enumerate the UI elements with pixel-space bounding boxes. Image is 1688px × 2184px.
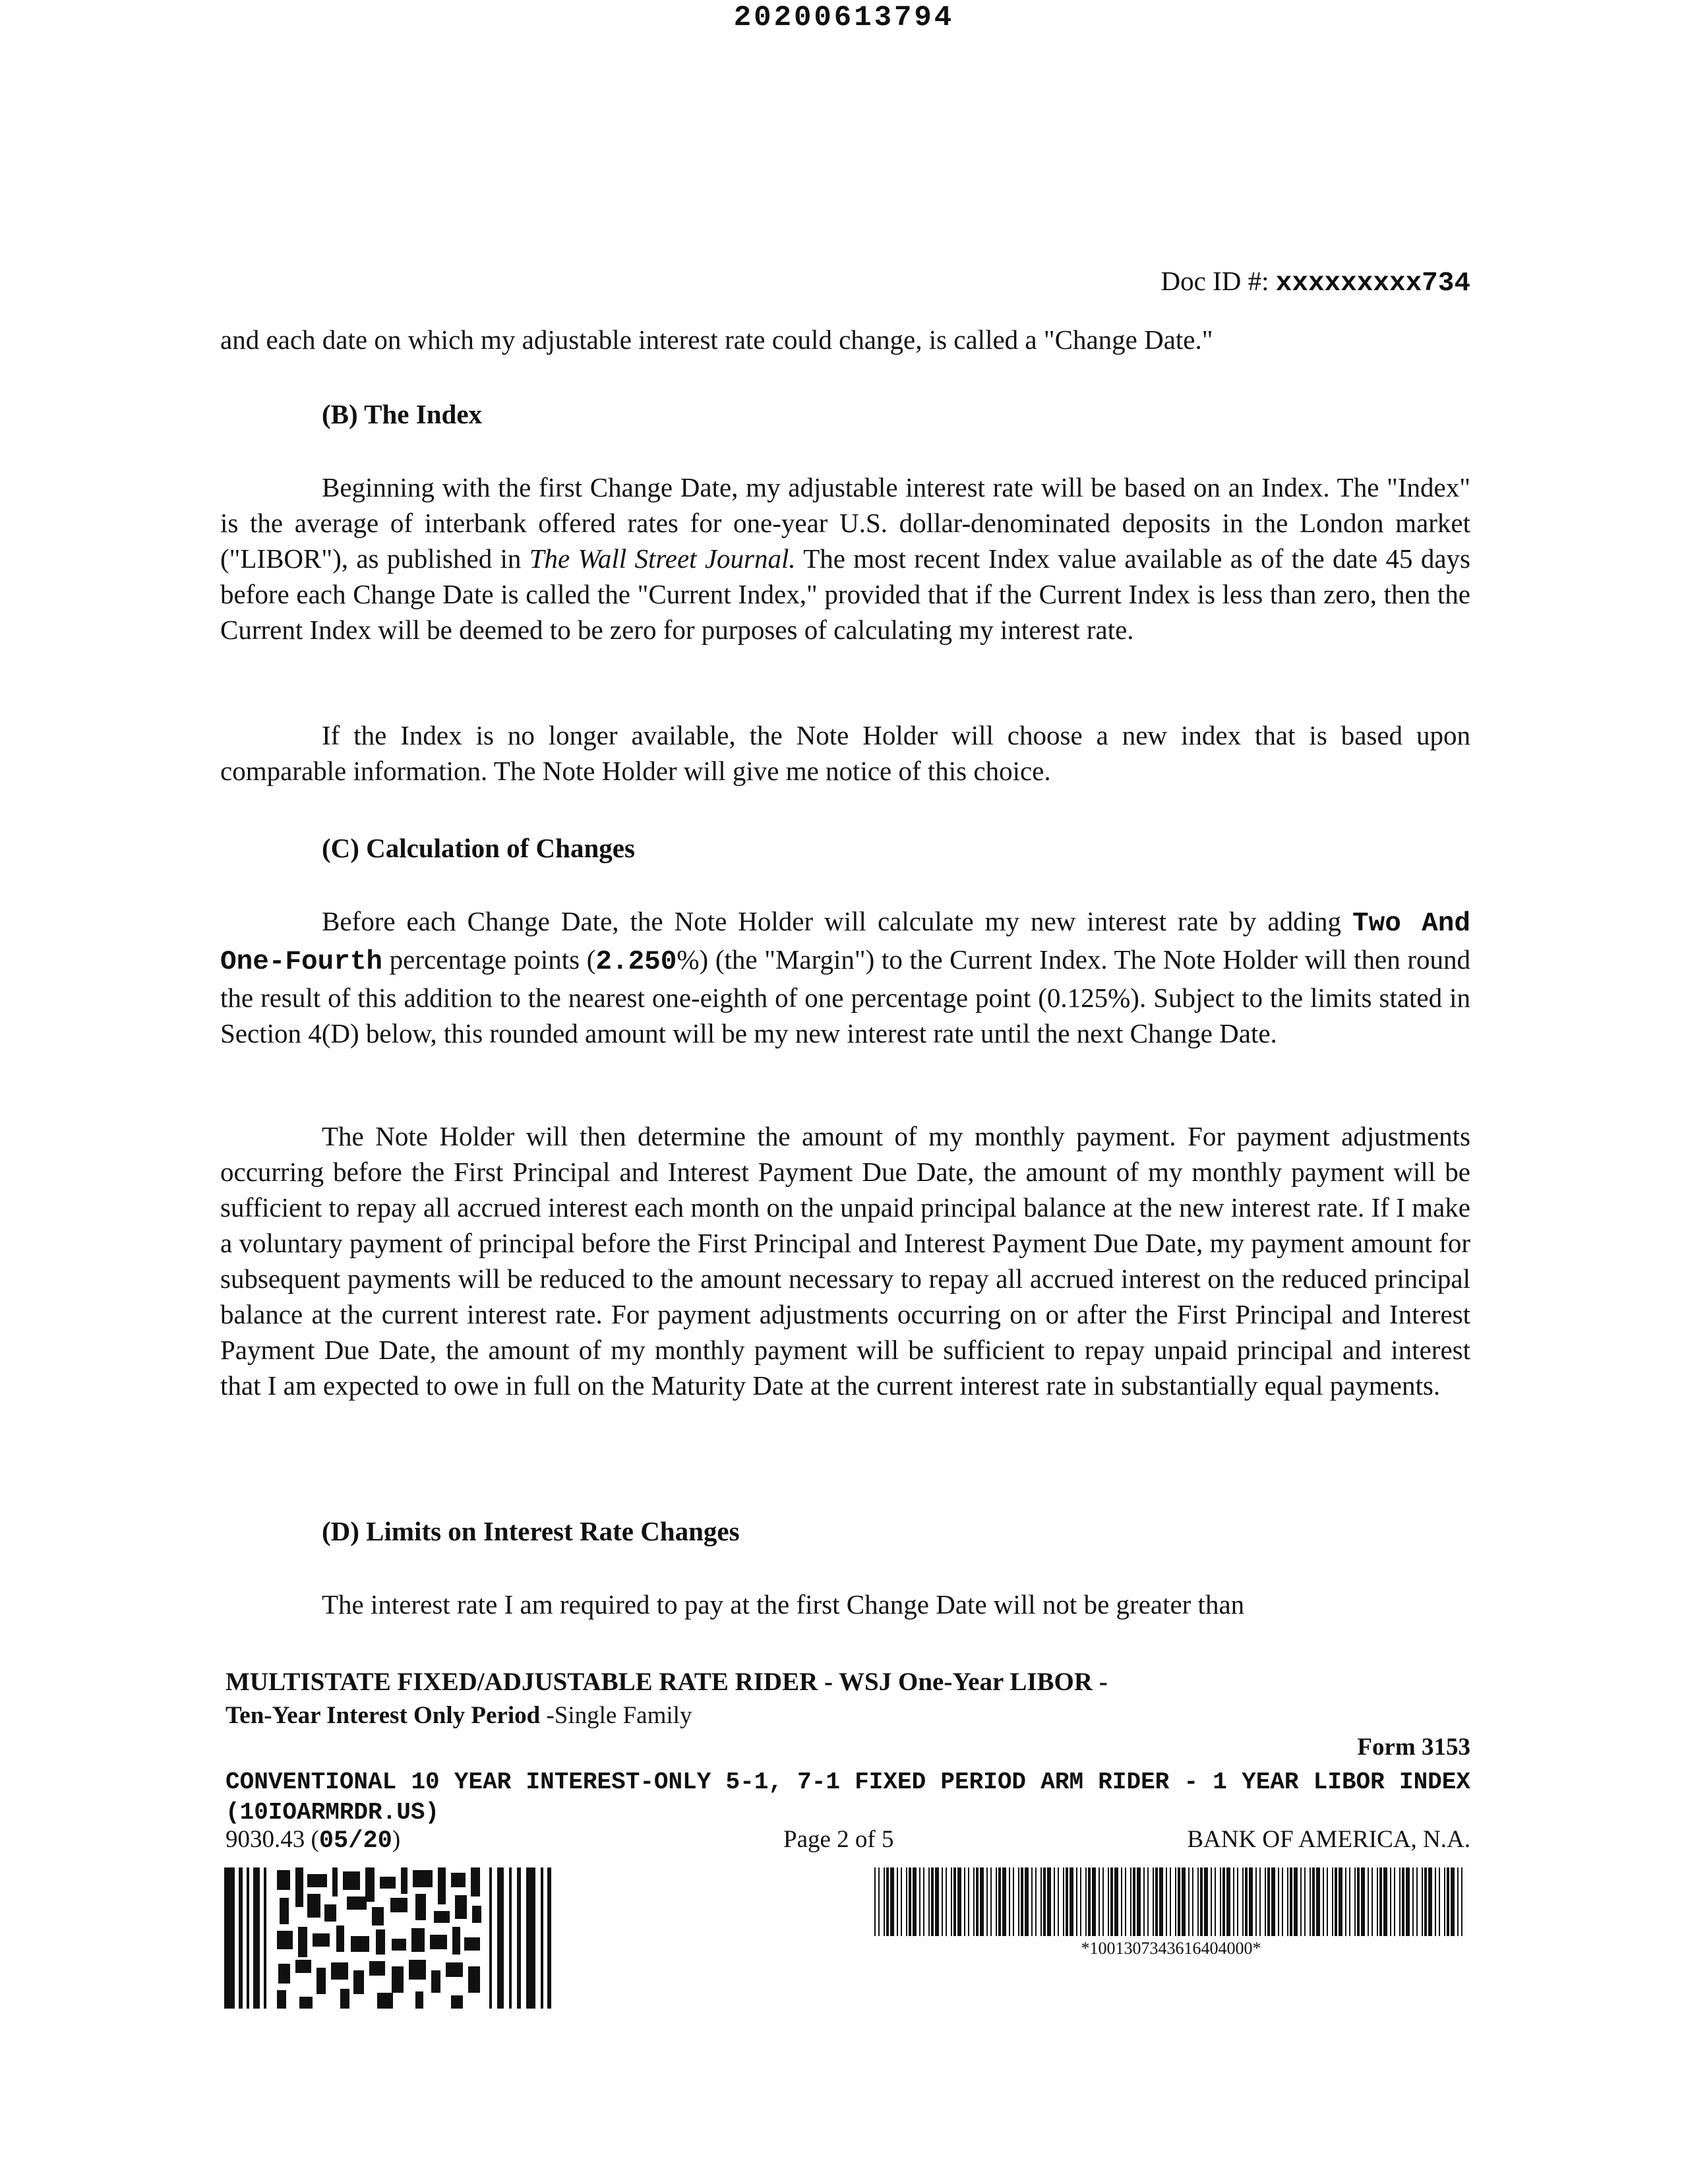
page-number: Page 2 of 5 xyxy=(783,1826,894,1853)
section-d-heading: (D) Limits on Interest Rate Changes xyxy=(322,1516,740,1546)
section-b-p1-text-cont: The most recent Index value available as of the date 45 days before each Change Date is called the "Current Index," provided that if the Current Index is less than zero, then the Current Index will be deemed to be zero for purposes of calculating my interest rate. xyxy=(220,543,1470,645)
section-b-paragraph-1 xyxy=(220,470,1470,648)
form-code xyxy=(226,1825,400,1855)
section-c-p1-text: Before each Change Date, the Note Holder will calculate my new interest rate by adding xyxy=(322,906,1353,936)
footer-title-line-2 xyxy=(226,1701,692,1730)
section-b-p1-text: Beginning with the first Change Date, my adjustable interest rate will be based on an Index. The "Index" is the average of interbank offered rates for one-year U.S. dollar-denominated deposits in the London market ("LIBOR"), as published in xyxy=(220,472,1470,574)
pdf417-barcode xyxy=(224,1867,551,2009)
linear-barcode xyxy=(874,1867,1468,1936)
form-code-date: 05/20 xyxy=(318,1827,392,1855)
margin-words: Two And One-Fourth xyxy=(220,909,1470,977)
margin-value: 2.250 xyxy=(595,947,677,977)
section-b-heading: (B) The Index xyxy=(322,399,483,429)
footer-title-bold: Ten-Year Interest Only Period xyxy=(226,1702,541,1729)
section-c-paragraph-1 xyxy=(220,903,1470,1051)
section-b-paragraph-2: If the Index is no longer available, the Note Holder will choose a new index that is based upon comparable information. The Note Holder will give me notice of this choice. xyxy=(220,720,1470,786)
doc-id-value: xxxxxxxxx734 xyxy=(1275,268,1470,299)
section-c-heading: (C) Calculation of Changes xyxy=(322,833,635,863)
section-d-paragraph-1: The interest rate I am required to pay at the first Change Date will not be greater than xyxy=(322,1589,1245,1620)
doc-id-label: Doc ID #: xyxy=(1160,266,1276,296)
barcode-number: *1001307343616404000* xyxy=(1081,1939,1261,1958)
publication-name: The Wall Street Journal. xyxy=(529,543,796,574)
section-c-paragraph-2: The Note Holder will then determine the amount of my monthly payment. For payment adjustments occurring before the First Principal and Interest Payment Due Date, the amount of my monthly payment will be sufficient to repay all accrued interest each month on the unpaid principal balance at the new interest rate. If I make a voluntary payment of principal before the First Principal and Interest Payment Due Date, my payment amount for subsequent payments will be reduced to the amount necessary to repay all accrued interest on the reduced principal balance at the current interest rate. For payment adjustments occurring on or after the First Principal and Interest Payment Due Date, the amount of my monthly payment will be sufficient to repay unpaid principal and interest that I am expected to owe in full on the Maturity Date at the current interest rate in substantially equal payments. xyxy=(220,1121,1470,1401)
form-number: Form 3153 xyxy=(1357,1734,1470,1761)
form-code-prefix: 9030.43 ( xyxy=(226,1826,319,1853)
lender-name: BANK OF AMERICA, N.A. xyxy=(1187,1826,1470,1853)
doc-id xyxy=(1161,265,1470,299)
section-c-p1-text-cont: percentage points ( xyxy=(382,944,596,975)
recording-number: 20200613794 xyxy=(733,1,955,34)
carryover-paragraph: and each date on which my adjustable interest rate could change, is called a "Change Date." xyxy=(220,324,1213,355)
footer-title-rest: -Single Family xyxy=(540,1702,692,1729)
footer-title-line-1: MULTISTATE FIXED/ADJUSTABLE RATE RIDER - WSJ One-Year LIBOR - xyxy=(226,1668,1108,1696)
section-c-p1-text-end: %) (the "Margin") to the Current Index. The Note Holder will then round the result of this addition to the nearest one-eighth of one percentage point (0.125%). Subject to the limits stated in Section 4(D) below, this rounded amount will be my new interest rate until the next Change Date. xyxy=(220,944,1470,1048)
product-line: CONVENTIONAL 10 YEAR INTEREST-ONLY 5-1, 7-1 FIXED PERIOD ARM RIDER - 1 YEAR LIBOR INDEX (10IOARMRDR.US) xyxy=(226,1769,1470,1826)
form-code-suffix: ) xyxy=(392,1826,401,1853)
